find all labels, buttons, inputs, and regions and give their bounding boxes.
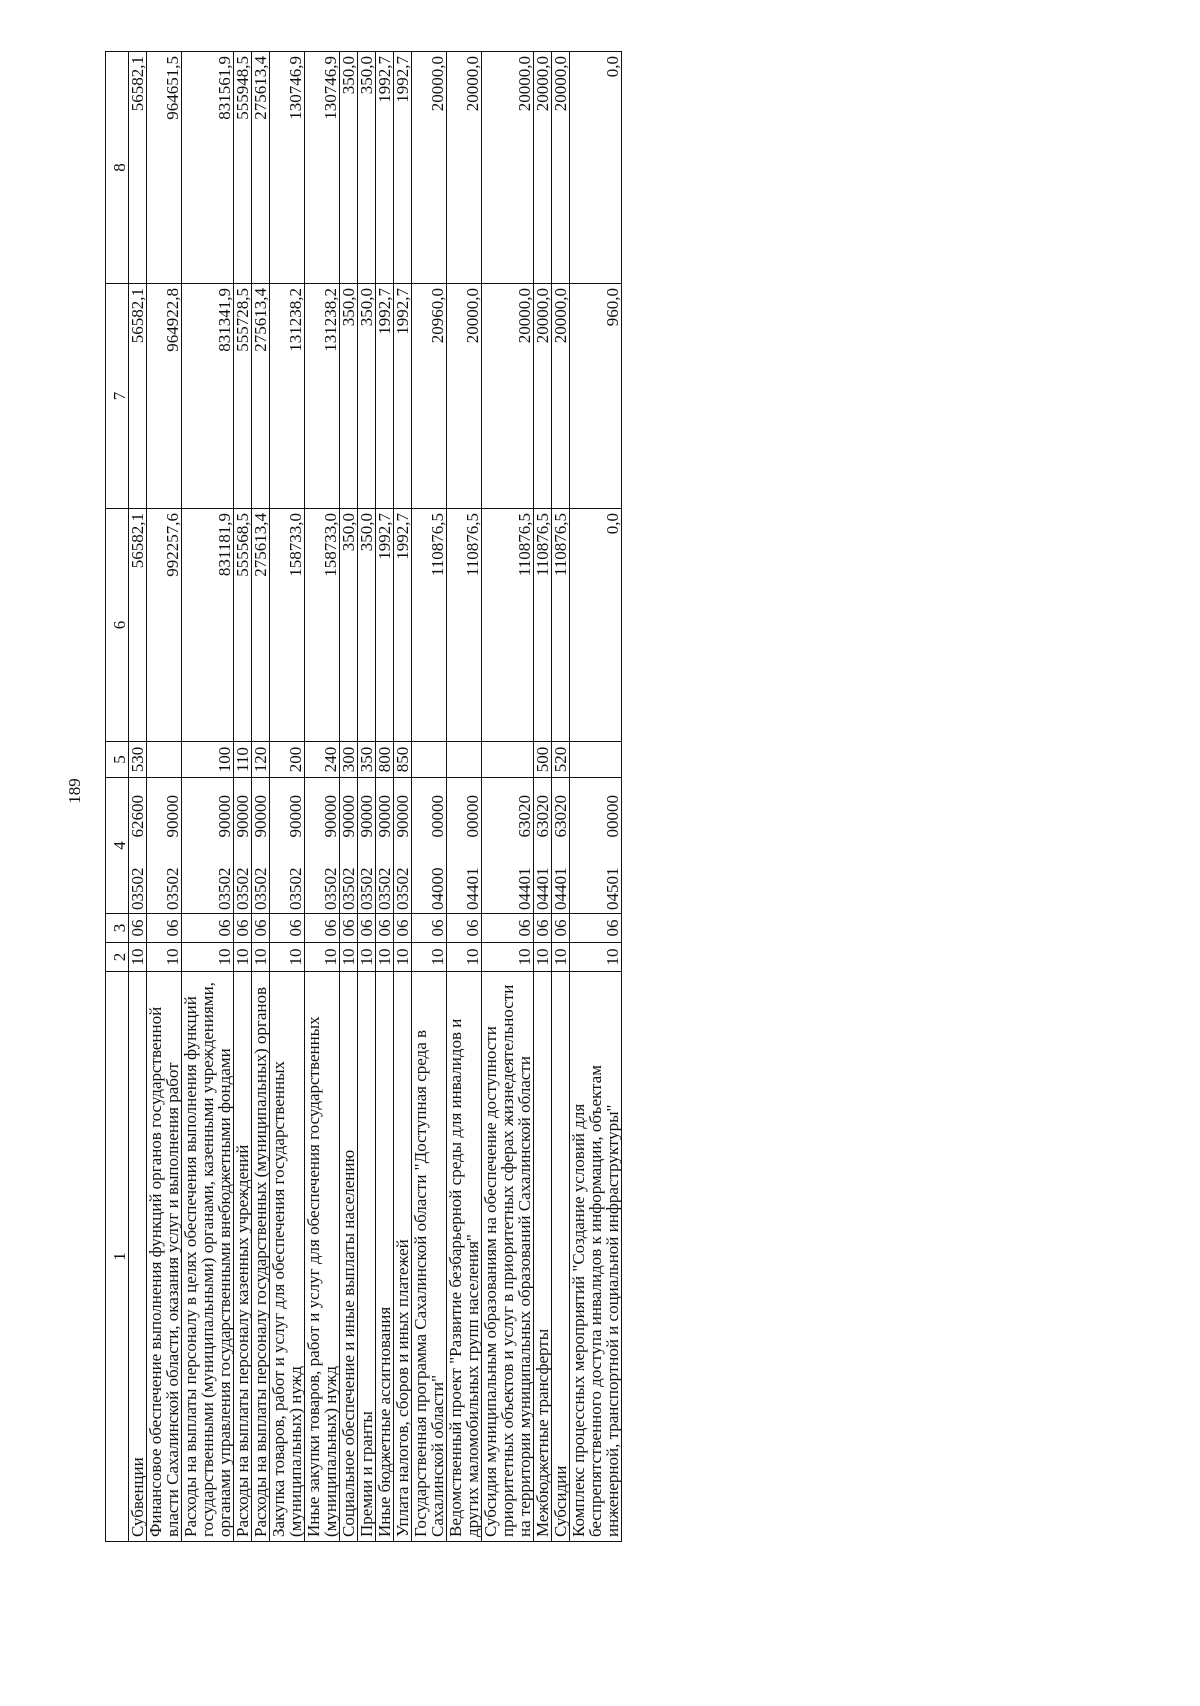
section-code: 10 <box>358 943 376 972</box>
section-code: 10 <box>482 943 534 972</box>
section-code: 10 <box>412 943 447 972</box>
amount-col-7: 20000,0 <box>447 284 482 509</box>
direction-code: 00000 <box>447 778 482 848</box>
amount-col-8: 20000,0 <box>552 52 570 284</box>
program-code: 03502 <box>340 848 358 914</box>
amount-col-6: 110876,5 <box>412 509 447 742</box>
row-name: Расходы на выплаты персоналу государственных (муниципальных) органов <box>252 972 270 1542</box>
table-row <box>252 52 270 1542</box>
budget-table <box>105 51 622 1542</box>
row-name: Премии и гранты <box>358 972 376 1542</box>
section-code: 10 <box>234 943 252 972</box>
amount-col-7: 20960,0 <box>412 284 447 509</box>
direction-code: 90000 <box>252 778 270 848</box>
section-code: 10 <box>270 943 305 972</box>
subsection-code: 06 <box>147 914 182 943</box>
amount-col-8: 1992,7 <box>376 52 394 284</box>
table-row <box>270 52 305 1542</box>
direction-code: 90000 <box>376 778 394 848</box>
row-name: Уплата налогов, сборов и иных платежей <box>394 972 412 1542</box>
amount-col-7: 350,0 <box>340 284 358 509</box>
direction-code: 63020 <box>552 778 570 848</box>
col-header-3: 3 <box>106 914 129 943</box>
subsection-code: 06 <box>129 914 147 943</box>
row-name: Ведомственный проект "Развитие безбарьерной среды для инвалидов и других маломобильных групп населения" <box>447 972 482 1542</box>
table-row <box>340 52 358 1542</box>
section-code: 10 <box>147 943 182 972</box>
row-name: Закупка товаров, работ и услуг для обеспечения государственных (муниципальных) нужд <box>270 972 305 1542</box>
amount-col-8: 350,0 <box>340 52 358 284</box>
row-name: Государственная программа Сахалинской области "Доступная среда в Сахалинской области" <box>412 972 447 1542</box>
expense-type-code: 350 <box>358 742 376 778</box>
amount-col-7: 20000,0 <box>552 284 570 509</box>
col-header-7: 7 <box>106 284 129 509</box>
section-code: 10 <box>447 943 482 972</box>
row-name: Иные бюджетные ассигнования <box>376 972 394 1542</box>
direction-code: 00000 <box>570 778 622 848</box>
program-code: 03502 <box>305 848 340 914</box>
expense-type-code: 500 <box>534 742 552 778</box>
program-code: 04401 <box>482 848 534 914</box>
row-name: Субсидии <box>552 972 570 1542</box>
table-body <box>129 52 622 1542</box>
amount-col-7: 831341,9 <box>182 284 234 509</box>
row-name: Межбюджетные трансферты <box>534 972 552 1542</box>
section-code: 10 <box>340 943 358 972</box>
amount-col-7: 56582,1 <box>129 284 147 509</box>
amount-col-8: 20000,0 <box>412 52 447 284</box>
section-code: 10 <box>129 943 147 972</box>
direction-code: 90000 <box>394 778 412 848</box>
amount-col-8: 831561,9 <box>182 52 234 284</box>
section-code: 10 <box>570 943 622 972</box>
amount-col-6: 158733,0 <box>270 509 305 742</box>
subsection-code: 06 <box>534 914 552 943</box>
col-header-5: 5 <box>106 742 129 778</box>
amount-col-6: 1992,7 <box>394 509 412 742</box>
table-row <box>447 52 482 1542</box>
table-row <box>182 52 234 1542</box>
program-code: 03502 <box>376 848 394 914</box>
table-row <box>394 52 412 1542</box>
section-code: 10 <box>534 943 552 972</box>
row-name: Иные закупки товаров, работ и услуг для обеспечения государственных (муниципальных) нужд <box>305 972 340 1542</box>
col-header-8: 8 <box>106 52 129 284</box>
program-code: 04401 <box>447 848 482 914</box>
section-code: 10 <box>394 943 412 972</box>
expense-type-code: 110 <box>234 742 252 778</box>
program-code: 03502 <box>394 848 412 914</box>
section-code: 10 <box>182 943 234 972</box>
amount-col-7: 1992,7 <box>394 284 412 509</box>
subsection-code: 06 <box>182 914 234 943</box>
row-name: Расходы на выплаты персоналу казенных учреждений <box>234 972 252 1542</box>
row-name: Расходы на выплаты персоналу в целях обеспечения выполнения функций государственными (муниципальными) органами, казенными учреждениями, органами управления государственными внебюджетными фондами <box>182 972 234 1542</box>
program-code: 03502 <box>270 848 305 914</box>
table-row <box>376 52 394 1542</box>
col-header-2: 2 <box>106 943 129 972</box>
program-code: 03502 <box>358 848 376 914</box>
amount-col-7: 131238,2 <box>270 284 305 509</box>
subsection-code: 06 <box>376 914 394 943</box>
expense-type-code: 100 <box>182 742 234 778</box>
amount-col-6: 275613,4 <box>252 509 270 742</box>
expense-type-code: 120 <box>252 742 270 778</box>
direction-code: 63020 <box>482 778 534 848</box>
program-code: 03502 <box>147 848 182 914</box>
program-code: 03502 <box>129 848 147 914</box>
row-name: Субсидия муниципальным образованиям на обеспечение доступности приоритетных объектов и услуг в приоритетных сферах жизнедеятельности на территории муниципальных образований Сахалинской области <box>482 972 534 1542</box>
col-header-6: 6 <box>106 509 129 742</box>
expense-type-code: 300 <box>340 742 358 778</box>
page-number: 189 <box>65 778 84 804</box>
subsection-code: 06 <box>252 914 270 943</box>
amount-col-6: 110876,5 <box>447 509 482 742</box>
expense-type-code: 530 <box>129 742 147 778</box>
table-row <box>305 52 340 1542</box>
amount-col-7: 20000,0 <box>534 284 552 509</box>
amount-col-8: 555948,5 <box>234 52 252 284</box>
expense-type-code <box>447 742 482 778</box>
direction-code: 00000 <box>412 778 447 848</box>
direction-code: 90000 <box>234 778 252 848</box>
amount-col-8: 350,0 <box>358 52 376 284</box>
amount-col-8: 20000,0 <box>482 52 534 284</box>
amount-col-7: 275613,4 <box>252 284 270 509</box>
amount-col-8: 964651,5 <box>147 52 182 284</box>
program-code: 03502 <box>234 848 252 914</box>
col-header-4: 4 <box>106 778 129 914</box>
row-name: Комплекс процессных мероприятий "Создание условий для беспрепятственного доступа инвалидов к информации, объектам инженерной, транспортной и социальной инфраструктуры" <box>570 972 622 1542</box>
amount-col-7: 964922,8 <box>147 284 182 509</box>
amount-col-6: 0,0 <box>570 509 622 742</box>
direction-code: 90000 <box>305 778 340 848</box>
amount-col-6: 110876,5 <box>534 509 552 742</box>
expense-type-code: 520 <box>552 742 570 778</box>
direction-code: 63020 <box>534 778 552 848</box>
amount-col-7: 1992,7 <box>376 284 394 509</box>
amount-col-6: 992257,6 <box>147 509 182 742</box>
expense-type-code: 800 <box>376 742 394 778</box>
table-row <box>534 52 552 1542</box>
direction-code: 90000 <box>147 778 182 848</box>
section-code: 10 <box>252 943 270 972</box>
amount-col-8: 1992,7 <box>394 52 412 284</box>
subsection-code: 06 <box>482 914 534 943</box>
amount-col-7: 960,0 <box>570 284 622 509</box>
table-row <box>147 52 182 1542</box>
table-row <box>234 52 252 1542</box>
subsection-code: 06 <box>234 914 252 943</box>
subsection-code: 06 <box>570 914 622 943</box>
amount-col-8: 130746,9 <box>270 52 305 284</box>
amount-col-6: 350,0 <box>358 509 376 742</box>
expense-type-code <box>147 742 182 778</box>
table-row <box>129 52 147 1542</box>
subsection-code: 06 <box>394 914 412 943</box>
amount-col-8: 275613,4 <box>252 52 270 284</box>
subsection-code: 06 <box>305 914 340 943</box>
subsection-code: 06 <box>358 914 376 943</box>
table-row <box>358 52 376 1542</box>
subsection-code: 06 <box>552 914 570 943</box>
rotated-page-content <box>105 52 1105 1542</box>
direction-code: 90000 <box>182 778 234 848</box>
row-name: Социальное обеспечение и иные выплаты населению <box>340 972 358 1542</box>
expense-type-code <box>482 742 534 778</box>
table-row <box>412 52 447 1542</box>
amount-col-7: 555728,5 <box>234 284 252 509</box>
subsection-code: 06 <box>270 914 305 943</box>
expense-type-code: 200 <box>270 742 305 778</box>
subsection-code: 06 <box>447 914 482 943</box>
subsection-code: 06 <box>340 914 358 943</box>
program-code: 04501 <box>570 848 622 914</box>
section-code: 10 <box>305 943 340 972</box>
amount-col-8: 20000,0 <box>534 52 552 284</box>
amount-col-6: 1992,7 <box>376 509 394 742</box>
row-name: Субвенции <box>129 972 147 1542</box>
table-row <box>482 52 534 1542</box>
amount-col-6: 110876,5 <box>552 509 570 742</box>
section-code: 10 <box>552 943 570 972</box>
subsection-code: 06 <box>412 914 447 943</box>
expense-type-code: 240 <box>305 742 340 778</box>
program-code: 04000 <box>412 848 447 914</box>
amount-col-6: 555568,5 <box>234 509 252 742</box>
program-code: 03502 <box>182 848 234 914</box>
amount-col-7: 350,0 <box>358 284 376 509</box>
header-row <box>106 52 129 1542</box>
amount-col-7: 131238,2 <box>305 284 340 509</box>
direction-code: 90000 <box>270 778 305 848</box>
section-code: 10 <box>376 943 394 972</box>
amount-col-6: 831181,9 <box>182 509 234 742</box>
table-row <box>570 52 622 1542</box>
amount-col-6: 110876,5 <box>482 509 534 742</box>
expense-type-code: 850 <box>394 742 412 778</box>
expense-type-code <box>412 742 447 778</box>
expense-type-code <box>570 742 622 778</box>
amount-col-8: 0,0 <box>570 52 622 284</box>
direction-code: 62600 <box>129 778 147 848</box>
amount-col-6: 158733,0 <box>305 509 340 742</box>
program-code: 03502 <box>252 848 270 914</box>
amount-col-8: 130746,9 <box>305 52 340 284</box>
amount-col-8: 56582,1 <box>129 52 147 284</box>
col-header-1: 1 <box>106 972 129 1542</box>
program-code: 04401 <box>534 848 552 914</box>
program-code: 04401 <box>552 848 570 914</box>
amount-col-8: 20000,0 <box>447 52 482 284</box>
amount-col-7: 20000,0 <box>482 284 534 509</box>
row-name: Финансовое обеспечение выполнения функций органов государственной власти Сахалинской области, оказания услуг и выполнения работ <box>147 972 182 1542</box>
amount-col-6: 56582,1 <box>129 509 147 742</box>
direction-code: 90000 <box>358 778 376 848</box>
amount-col-6: 350,0 <box>340 509 358 742</box>
table-row <box>552 52 570 1542</box>
direction-code: 90000 <box>340 778 358 848</box>
